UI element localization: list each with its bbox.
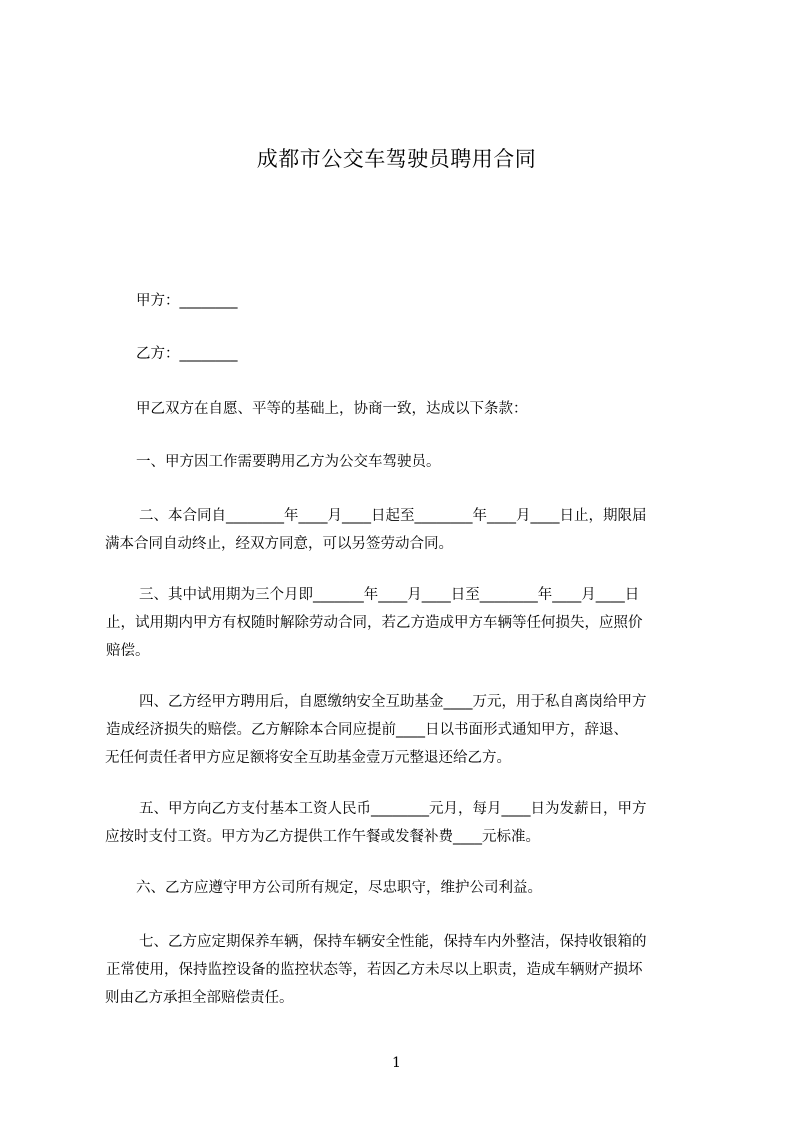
clause-7 bbox=[105, 928, 705, 1012]
clause-line: 赔偿。 bbox=[106, 643, 150, 659]
clause-line: 六、乙方应遵守甲方公司所有规定，尽忠职守，维护公司利益。 bbox=[136, 880, 542, 896]
clause-4 bbox=[105, 688, 705, 772]
clause-line: 五、甲方向乙方支付基本工资人民币________元月，每月____日为发薪日，甲方 bbox=[139, 801, 647, 817]
clause-line: 无任何责任者甲方应足额将安全互助基金壹万元整退还给乙方。 bbox=[105, 750, 511, 766]
preamble-paragraph bbox=[105, 395, 705, 423]
page-number: 1 bbox=[392, 1055, 401, 1071]
clause-line: 应按时支付工资。甲方为乙方提供工作午餐或发餐补费____元标准。 bbox=[105, 829, 540, 845]
document-title: 成都市公交车驾驶员聘用合同 bbox=[256, 147, 537, 171]
clause-3 bbox=[105, 581, 705, 665]
party-a-line bbox=[105, 287, 705, 315]
clause-line: 二、本合同自________年____月____日起至________年____月____日止，期限届 bbox=[139, 508, 647, 524]
clause-line: 造成经济损失的赔偿。乙方解除本合同应提前____日以书面形式通知甲方，辞退、 bbox=[106, 722, 628, 738]
clause-5 bbox=[105, 795, 705, 851]
party-b-text: 乙方：________ bbox=[136, 346, 238, 362]
clause-line: 一、甲方因工作需要聘用乙方为公交车驾驶员。 bbox=[136, 454, 441, 470]
clause-line: 七、乙方应定期保养车辆，保持车辆安全性能，保持车内外整洁，保持收银箱的 bbox=[139, 934, 647, 950]
party-b-line bbox=[105, 340, 705, 368]
clause-line: 满本合同自动终止，经双方同意，可以另签劳动合同。 bbox=[105, 536, 453, 552]
clause-line: 正常使用，保持监控设备的监控状态等，若因乙方未尽以上职责，造成车辆财产损坏 bbox=[106, 962, 643, 978]
clause-6 bbox=[105, 874, 705, 902]
clause-line: 四、乙方经甲方聘用后，自愿缴纳安全互助基金____万元，用于私自离岗给甲方 bbox=[139, 694, 647, 710]
party-a-text: 甲方：________ bbox=[136, 293, 238, 309]
clause-line: 止，试用期内甲方有权随时解除劳动合同，若乙方造成甲方车辆等任何损失，应照价 bbox=[106, 615, 643, 631]
preamble-text: 甲乙双方在自愿、平等的基础上，协商一致，达成以下条款： bbox=[136, 401, 528, 417]
clause-line: 三、其中试用期为三个月即_______年____月____日至________年____月____日 bbox=[139, 587, 640, 603]
clause-line: 则由乙方承担全部赔偿责任。 bbox=[105, 990, 294, 1006]
clause-1 bbox=[105, 448, 705, 476]
clause-2 bbox=[105, 502, 705, 558]
